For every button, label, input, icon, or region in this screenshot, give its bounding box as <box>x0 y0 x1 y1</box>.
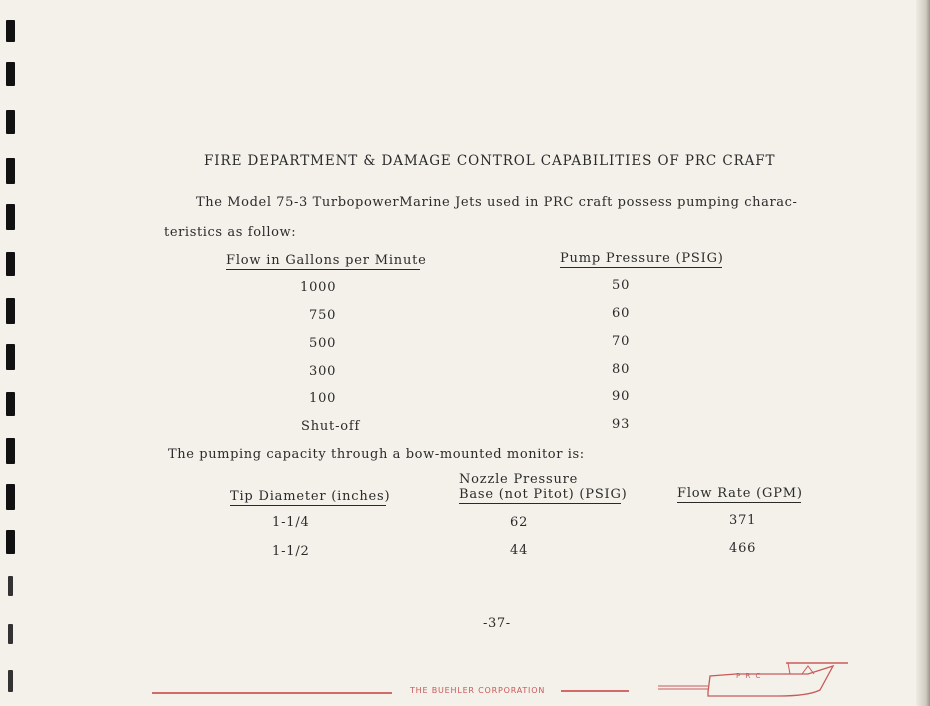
binding-holes <box>0 0 40 706</box>
pump-pressure-cell: 80 <box>612 362 631 377</box>
page-edge-shadow <box>916 0 930 706</box>
pump-flow-cell: 1000 <box>300 280 337 295</box>
logo-text: P R C <box>736 672 762 680</box>
monitor-nozzle-cell: 62 <box>510 515 529 530</box>
binding-hole <box>6 110 15 134</box>
binding-hole <box>8 576 13 596</box>
binding-hole <box>6 62 15 86</box>
prc-boat-logo-icon <box>658 654 858 700</box>
binding-hole <box>6 484 15 510</box>
footer-rule-left <box>152 692 392 694</box>
monitor-tip-cell: 1-1/4 <box>272 515 310 530</box>
pump-pressure-cell: 60 <box>612 306 631 321</box>
monitor-col-flow-header: Flow Rate (GPM) <box>677 486 803 501</box>
binding-hole <box>6 252 15 276</box>
pump-flow-cell: 300 <box>309 364 337 379</box>
binding-hole <box>6 438 15 464</box>
pump-col-flow-header: Flow in Gallons per Minute <box>226 253 427 268</box>
binding-hole <box>6 344 15 370</box>
pump-col-pressure-header: Pump Pressure (PSIG) <box>560 251 724 266</box>
monitor-intro: The pumping capacity through a bow-mounted monitor is: <box>168 447 585 462</box>
pump-flow-cell: 750 <box>309 308 337 323</box>
footer-rule-right <box>561 690 629 692</box>
binding-hole <box>8 624 13 644</box>
monitor-col-nozzle-header-line2: Base (not Pitot) (PSIG) <box>459 487 628 502</box>
binding-hole <box>6 530 15 554</box>
binding-hole <box>6 158 15 184</box>
page-number: -37- <box>483 616 511 631</box>
intro-line-1: The Model 75-3 TurbopowerMarine Jets used in PRC craft possess pumping charac- <box>196 195 798 210</box>
monitor-tip-cell: 1-1/2 <box>272 544 310 559</box>
binding-hole <box>6 204 15 230</box>
binding-hole <box>6 298 15 324</box>
pump-flow-cell: Shut-off <box>301 419 361 434</box>
pump-pressure-cell: 50 <box>612 278 631 293</box>
page-title: FIRE DEPARTMENT & DAMAGE CONTROL CAPABILITIES OF PRC CRAFT <box>204 153 776 169</box>
monitor-col-nozzle-header-line1: Nozzle Pressure <box>459 472 579 487</box>
monitor-flow-cell: 466 <box>729 541 757 556</box>
footer-company: THE BUEHLER CORPORATION <box>410 686 546 695</box>
monitor-nozzle-cell: 44 <box>510 543 529 558</box>
pump-pressure-cell: 93 <box>612 417 631 432</box>
monitor-flow-cell: 371 <box>729 513 757 528</box>
pump-pressure-cell: 70 <box>612 334 631 349</box>
monitor-col-tip-header: Tip Diameter (inches) <box>230 489 391 504</box>
binding-hole <box>6 392 15 416</box>
binding-hole <box>8 670 13 692</box>
pump-pressure-cell: 90 <box>612 389 631 404</box>
pump-flow-cell: 500 <box>309 336 337 351</box>
pump-flow-cell: 100 <box>309 391 337 406</box>
intro-line-2: teristics as follow: <box>164 225 297 240</box>
binding-hole <box>6 20 15 42</box>
